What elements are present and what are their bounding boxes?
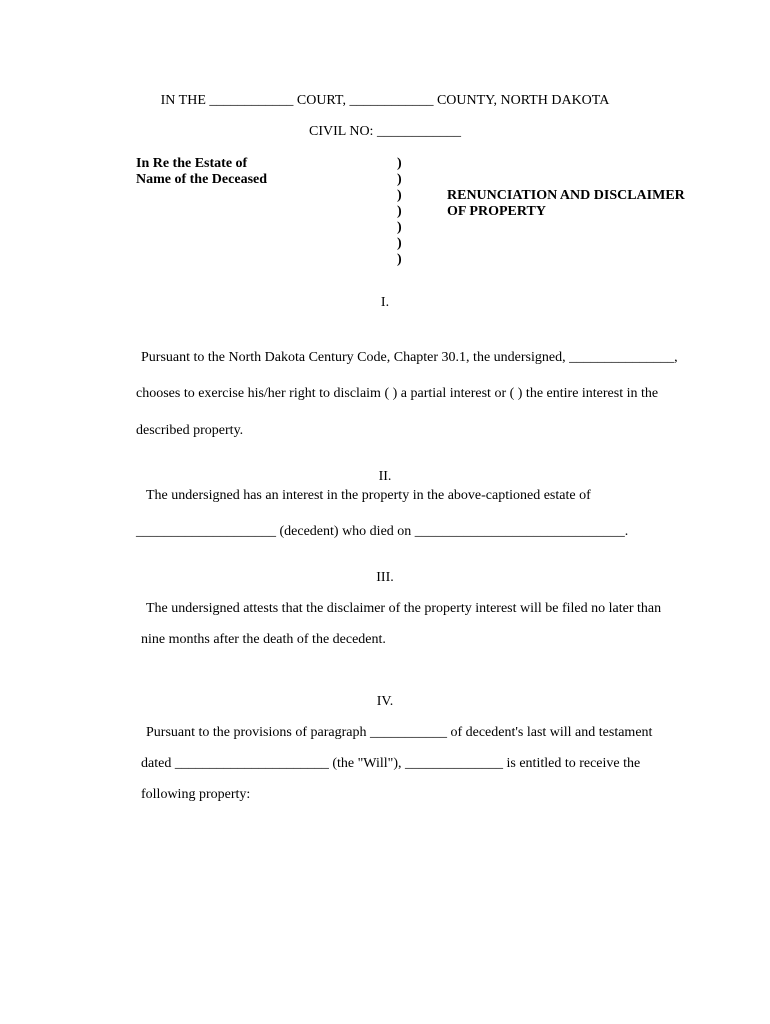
section-1-line-3: described property.	[136, 423, 244, 438]
section-heading-3: III.	[376, 570, 394, 585]
section-4-line-3: following property:	[141, 787, 251, 802]
section-2-line-1: The undersigned has an interest in the property in the above-captioned estate of	[146, 488, 591, 503]
estate-label: In Re the Estate of	[136, 156, 248, 171]
caption-paren: )	[397, 156, 402, 171]
section-3-line-1: The undersigned attests that the disclaimer of the property interest will be filed no later than	[146, 601, 662, 616]
caption-paren: )	[397, 252, 402, 267]
caption-paren: )	[397, 204, 402, 219]
caption-paren: )	[397, 236, 402, 251]
caption-paren: )	[397, 220, 402, 235]
civil-number: CIVIL NO: ____________	[309, 124, 461, 139]
deceased-name-label: Name of the Deceased	[136, 172, 268, 187]
section-heading-4: IV.	[376, 694, 394, 709]
section-1-line-1: Pursuant to the North Dakota Century Code, Chapter 30.1, the undersigned, _______________,	[141, 350, 678, 365]
section-4-line-1: Pursuant to the provisions of paragraph ___________ of decedent's last will and testament	[146, 725, 653, 740]
document-title-line2: OF PROPERTY	[447, 204, 546, 219]
section-4-line-2: dated ______________________ (the "Will"), ______________ is entitled to receive the	[141, 756, 641, 771]
document-title-line1: RENUNCIATION AND DISCLAIMER	[447, 188, 685, 203]
section-heading-2: II.	[378, 469, 392, 484]
section-3-line-2: nine months after the death of the decedent.	[141, 632, 386, 647]
caption-parentheses	[397, 156, 402, 268]
section-2-line-2: ____________________ (decedent) who died on ______________________________.	[136, 524, 629, 539]
caption-paren: )	[397, 188, 402, 203]
section-1-line-2: chooses to exercise his/her right to disclaim ( ) a partial interest or ( ) the entire interest in the	[136, 386, 659, 401]
court-line: IN THE ____________ COURT, ____________ COUNTY, NORTH DAKOTA	[160, 93, 610, 108]
caption-paren: )	[397, 172, 402, 187]
section-heading-1: I.	[380, 295, 390, 310]
